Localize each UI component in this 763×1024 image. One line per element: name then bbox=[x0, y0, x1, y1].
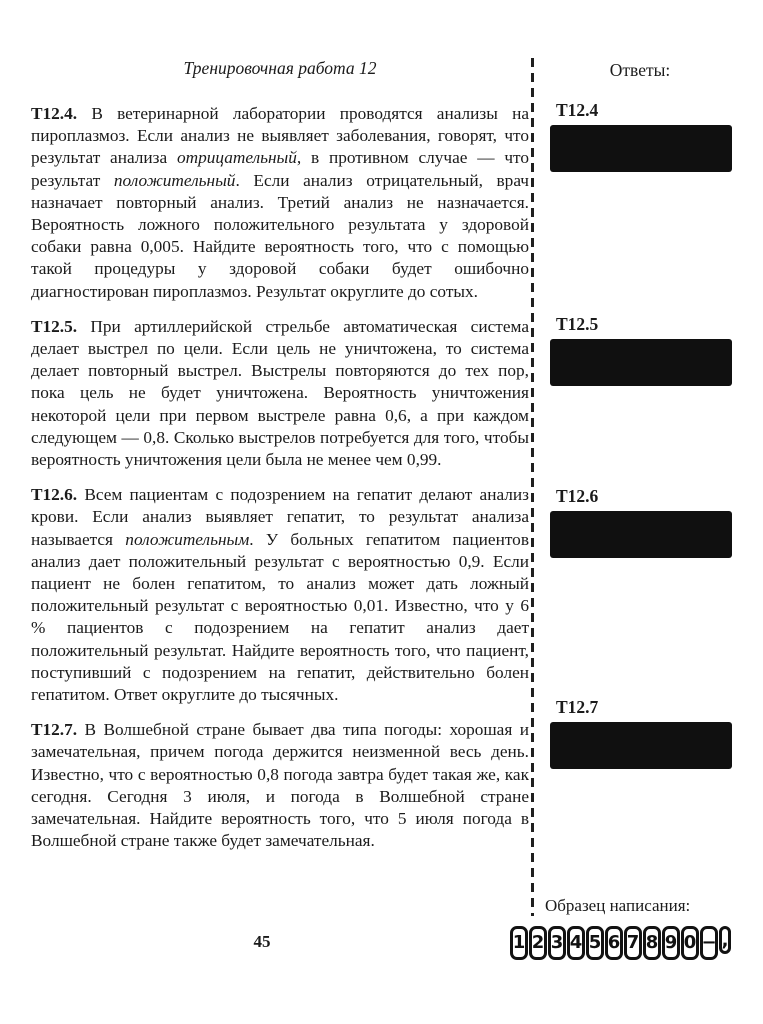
problem-number: Т12.4. bbox=[31, 104, 78, 123]
sample-digit-cell: 5 bbox=[586, 926, 604, 960]
answer-field[interactable] bbox=[562, 516, 720, 553]
problem-text: . Если анализ отрицательный, врач назначает повторный анализ. Третий анализ не назначается. Вероятность ложного положительного результата у здоровой собаки равна 0,005. Найдите вероятность того, что с помощью такой процедуры у здоровой собаки будет ошибочно диагностирован пироплазмоз. Результат округлите до сотых. bbox=[31, 170, 529, 301]
answer-field[interactable] bbox=[562, 727, 720, 764]
sample-digit-cell: 2 bbox=[529, 926, 547, 960]
problem-t12-7 bbox=[31, 719, 529, 852]
answer-field[interactable] bbox=[562, 344, 720, 381]
sample-comma-cell: , bbox=[719, 926, 731, 954]
sample-digit-cell: 8 bbox=[643, 926, 661, 960]
answer-box-t12-5[interactable] bbox=[550, 339, 732, 386]
page-number: 45 bbox=[253, 932, 271, 951]
problem-text-italic: отрицательный bbox=[176, 148, 297, 168]
dashed-divider-line bbox=[531, 58, 534, 916]
sample-digit-cell: 4 bbox=[567, 926, 585, 960]
answer-label: Т12.6 bbox=[556, 486, 599, 506]
answer-box-t12-4[interactable] bbox=[550, 125, 732, 172]
problems-column bbox=[31, 58, 529, 866]
sample-writing-label: Образец написания: bbox=[545, 896, 691, 915]
sample-digit-cell: 6 bbox=[605, 926, 623, 960]
sample-writing-row bbox=[510, 926, 731, 960]
problem-text: При артиллерийской стрельбе автоматическая система делает выстрел по цели. Если цель не уничтожена, то система делает повторный выстрел. Выстрелы повторяются до тех пор, пока цель не будет уничтожена. Вероятность уничтожения некоторой цели при первом выстреле равна 0,6, а при каждом следующем — 0,8. Сколько выстрелов потребуется для того, чтобы вероятность уничтожения цели была не менее чем 0,99. bbox=[31, 316, 529, 470]
problem-text: Всем пациентам с подозрением на гепатит делают анализ крови. Если анализ выявляет гепатит, то результат анализа называется bbox=[31, 485, 529, 549]
problem-number: Т12.5. bbox=[31, 316, 78, 336]
answer-field[interactable] bbox=[562, 130, 720, 167]
problem-t12-4 bbox=[31, 103, 529, 303]
sample-digit-cell: 9 bbox=[662, 926, 680, 960]
answer-block-t12-7 bbox=[550, 697, 732, 769]
problem-text: В ветеринарной лаборатории проводятся анализы на пироплазмоз. Если анализ не выявляет заболевания, говорят, что результат анализа bbox=[31, 104, 529, 168]
answer-block-t12-4 bbox=[550, 100, 732, 172]
sample-minus-cell: − bbox=[700, 926, 718, 960]
problem-text-italic: положительный bbox=[113, 170, 236, 190]
problem-text: , в противном случае — что результат bbox=[31, 148, 529, 190]
answer-block-t12-5 bbox=[550, 314, 732, 386]
problem-text: . У больных гепатитом пациентов анализ дает положительный результат с вероятностью 0,9. Если пациент не болен гепатитом, то анализ может дать ложный положительный результат с вероятностью 0,01. Известно, что у 6 % пациентов с подозрением на гепатит анализ дает положительный результат. Найдите вероятность того, что пациент, поступивший с подозрением на гепатит, действительно болен гепатитом. Ответ округлите до тысячных. bbox=[31, 529, 529, 705]
problem-text-italic: положительным bbox=[125, 529, 250, 549]
problem-number: Т12.7. bbox=[31, 720, 78, 740]
page-title: Тренировочная работа 12 bbox=[183, 58, 377, 78]
answer-label: Т12.7 bbox=[556, 697, 599, 717]
problem-number: Т12.6. bbox=[31, 485, 78, 505]
answer-box-t12-6[interactable] bbox=[550, 511, 732, 558]
answer-box-t12-7[interactable] bbox=[550, 722, 732, 769]
answer-label: Т12.4 bbox=[556, 100, 599, 120]
sample-digit-cell: 7 bbox=[624, 926, 642, 960]
sample-digit-cell: 3 bbox=[548, 926, 566, 960]
problem-t12-6 bbox=[31, 484, 529, 706]
problem-text: В Волшебной стране бывает два типа погоды: хорошая и замечательная, причем погода держится неизменной весь день. Известно, что с вероятностью 0,8 погода завтра будет такая же, как сегодня. Сегодня 3 июля, и погода в Волшебной стране замечательная. Найдите вероятность того, что 5 июля погода в Волшебной стране также будет замечательная. bbox=[31, 720, 529, 851]
problem-t12-5 bbox=[31, 316, 529, 471]
answer-block-t12-6 bbox=[550, 486, 732, 558]
answer-label: Т12.5 bbox=[556, 314, 599, 334]
sample-digit-cell: 1 bbox=[510, 926, 528, 960]
sample-digit-cell: 0 bbox=[681, 926, 699, 960]
answers-heading: Ответы: bbox=[609, 60, 671, 80]
